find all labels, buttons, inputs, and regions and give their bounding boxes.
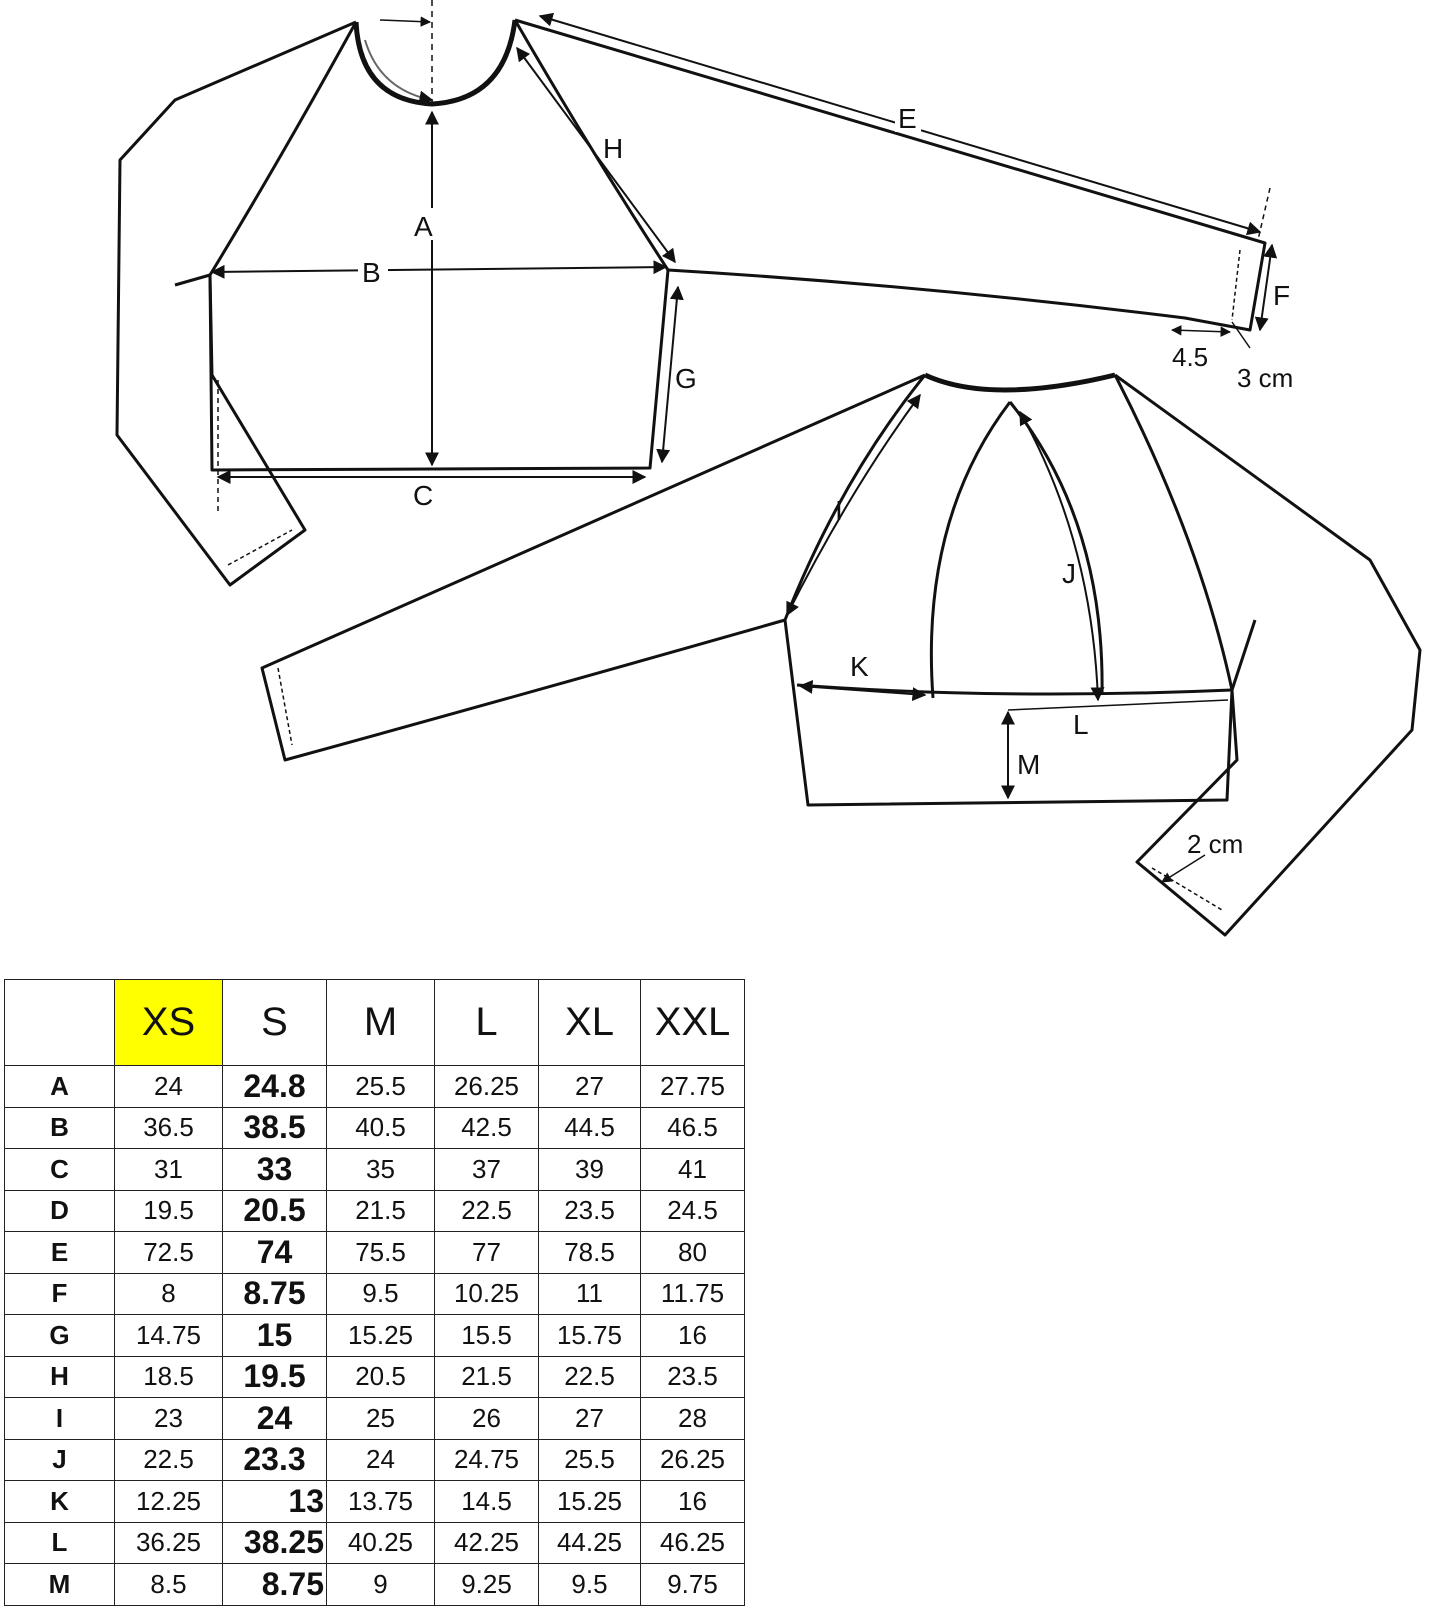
- table-cell: 75.5: [327, 1232, 435, 1274]
- table-cell: 23: [115, 1398, 223, 1440]
- table-row: [5, 1066, 745, 1108]
- table-cell: 27: [539, 1398, 641, 1440]
- back-view: [262, 375, 1420, 935]
- table-row: [5, 1232, 745, 1274]
- row-label: F: [5, 1273, 115, 1315]
- row-label: I: [5, 1398, 115, 1440]
- row-label: D: [5, 1190, 115, 1232]
- row-label: H: [5, 1356, 115, 1398]
- table-cell: 31: [115, 1149, 223, 1191]
- row-label: G: [5, 1315, 115, 1357]
- label-i: I: [835, 495, 843, 526]
- annotation-cuff-hem-back: 2 cm: [1187, 829, 1244, 859]
- table-cell: 20.5: [223, 1190, 327, 1232]
- table-cell: 20.5: [327, 1356, 435, 1398]
- front-neckline: [356, 20, 515, 104]
- label-e: E: [898, 103, 917, 134]
- table-cell: 24: [327, 1439, 435, 1481]
- table-cell: 42.25: [435, 1522, 539, 1564]
- measure-l-line: [1008, 700, 1228, 710]
- table-cell: 24: [223, 1398, 327, 1440]
- label-m: M: [1017, 749, 1041, 780]
- label-a: A: [414, 211, 433, 242]
- table-row: [5, 1190, 745, 1232]
- table-cell: 77: [435, 1232, 539, 1274]
- back-right-sleeve: [1115, 375, 1420, 935]
- table-cell: 8.75: [223, 1564, 327, 1606]
- table-cell: 22.5: [435, 1190, 539, 1232]
- table-cell: 36.25: [115, 1522, 223, 1564]
- table-cell: 9: [327, 1564, 435, 1606]
- table-cell: 44.5: [539, 1107, 641, 1149]
- table-cell: 46.25: [641, 1522, 745, 1564]
- table-cell: 38.5: [223, 1107, 327, 1149]
- table-cell: 9.5: [327, 1273, 435, 1315]
- front-left-sleeve: [117, 22, 356, 585]
- size-header-l: L: [435, 980, 539, 1066]
- label-j: J: [1062, 558, 1076, 589]
- size-header-m: M: [327, 980, 435, 1066]
- back-neckline: [925, 375, 1115, 390]
- table-cell: 13.75: [327, 1481, 435, 1523]
- table-cell: 8.75: [223, 1273, 327, 1315]
- table-row: [5, 1273, 745, 1315]
- table-cell: 27.75: [641, 1066, 745, 1108]
- table-cell: 8: [115, 1273, 223, 1315]
- table-cell: 26.25: [641, 1439, 745, 1481]
- table-cell: 25.5: [539, 1439, 641, 1481]
- label-k: K: [850, 651, 869, 682]
- row-label: C: [5, 1149, 115, 1191]
- row-label: M: [5, 1564, 115, 1606]
- table-header-row: [5, 980, 745, 1066]
- table-cell: 25.5: [327, 1066, 435, 1108]
- label-g: G: [675, 363, 697, 394]
- table-cell: 15.5: [435, 1315, 539, 1357]
- table-cell: 24: [115, 1066, 223, 1108]
- table-cell: 18.5: [115, 1356, 223, 1398]
- table-cell: 42.5: [435, 1107, 539, 1149]
- table-row: [5, 1107, 745, 1149]
- table-cell: 23.5: [641, 1356, 745, 1398]
- label-h: H: [603, 133, 624, 164]
- table-cell: 24.75: [435, 1439, 539, 1481]
- front-right-sleeve: [515, 20, 1265, 330]
- table-cell: 14.75: [115, 1315, 223, 1357]
- table-row: [5, 1439, 745, 1481]
- table-row: [5, 1564, 745, 1606]
- table-cell: 11: [539, 1273, 641, 1315]
- table-cell: 21.5: [327, 1190, 435, 1232]
- size-header-xxl: XXL: [641, 980, 745, 1066]
- table-cell: 16: [641, 1481, 745, 1523]
- table-row: [5, 1315, 745, 1357]
- table-cell: 35: [327, 1149, 435, 1191]
- table-cell: 24.8: [223, 1066, 327, 1108]
- table-cell: 11.75: [641, 1273, 745, 1315]
- size-header-s: S: [223, 980, 327, 1066]
- table-cell: 36.5: [115, 1107, 223, 1149]
- measure-b-line: [212, 267, 666, 272]
- label-c: C: [413, 480, 434, 511]
- table-cell: 39: [539, 1149, 641, 1191]
- row-label: K: [5, 1481, 115, 1523]
- table-cell: 37: [435, 1149, 539, 1191]
- table-cell: 44.25: [539, 1522, 641, 1564]
- table-cell: 23.3: [223, 1439, 327, 1481]
- table-row: [5, 1356, 745, 1398]
- row-label: L: [5, 1522, 115, 1564]
- table-cell: 78.5: [539, 1232, 641, 1274]
- table-cell: 38.25: [223, 1522, 327, 1564]
- table-cell: 26: [435, 1398, 539, 1440]
- table-row: [5, 1149, 745, 1191]
- label-b: B: [362, 257, 381, 288]
- table-cell: 15.25: [327, 1315, 435, 1357]
- table-corner-cell: [5, 980, 115, 1066]
- table-cell: 40.25: [327, 1522, 435, 1564]
- table-cell: 26.25: [435, 1066, 539, 1108]
- table-cell: 19.5: [223, 1356, 327, 1398]
- table-cell: 27: [539, 1066, 641, 1108]
- table-cell: 12.25: [115, 1481, 223, 1523]
- table-cell: 80: [641, 1232, 745, 1274]
- back-left-sleeve: [262, 375, 925, 760]
- table-cell: 15.75: [539, 1315, 641, 1357]
- table-cell: 16: [641, 1315, 745, 1357]
- table-cell: 40.5: [327, 1107, 435, 1149]
- size-header-xl: XL: [539, 980, 641, 1066]
- annotation-cuff-width: 4.5: [1172, 342, 1209, 372]
- row-label: A: [5, 1066, 115, 1108]
- table-cell: 25: [327, 1398, 435, 1440]
- table-cell: 72.5: [115, 1232, 223, 1274]
- table-cell: 23.5: [539, 1190, 641, 1232]
- table-cell: 15.25: [539, 1481, 641, 1523]
- label-l: L: [1073, 709, 1089, 740]
- label-f: F: [1273, 280, 1291, 311]
- table-cell: 33: [223, 1149, 327, 1191]
- row-label: E: [5, 1232, 115, 1274]
- table-cell: 21.5: [435, 1356, 539, 1398]
- table-cell: 9.75: [641, 1564, 745, 1606]
- table-cell: 46.5: [641, 1107, 745, 1149]
- cuff-width-line: [1172, 330, 1230, 332]
- table-cell: 10.25: [435, 1273, 539, 1315]
- table-cell: 15: [223, 1315, 327, 1357]
- table-cell: 22.5: [115, 1439, 223, 1481]
- annotation-cuff-hem-front: 3 cm: [1237, 363, 1294, 393]
- table-cell: 9.5: [539, 1564, 641, 1606]
- table-cell: 74: [223, 1232, 327, 1274]
- table-cell: 9.25: [435, 1564, 539, 1606]
- table-cell: 14.5: [435, 1481, 539, 1523]
- table-cell: 24.5: [641, 1190, 745, 1232]
- table-row: [5, 1522, 745, 1564]
- front-view: [117, 20, 1265, 585]
- measure-h-line: [517, 48, 675, 262]
- table-row: [5, 1398, 745, 1440]
- table-cell: 19.5: [115, 1190, 223, 1232]
- table-row: [5, 1481, 745, 1523]
- table-cell: 8.5: [115, 1564, 223, 1606]
- table-cell: 28: [641, 1398, 745, 1440]
- table-cell: 41: [641, 1149, 745, 1191]
- size-chart-table: [4, 979, 745, 1606]
- row-label: B: [5, 1107, 115, 1149]
- size-header-xs: XS: [115, 980, 223, 1066]
- table-cell: 22.5: [539, 1356, 641, 1398]
- row-label: J: [5, 1439, 115, 1481]
- front-body: [210, 270, 668, 470]
- table-cell: 13: [223, 1481, 327, 1523]
